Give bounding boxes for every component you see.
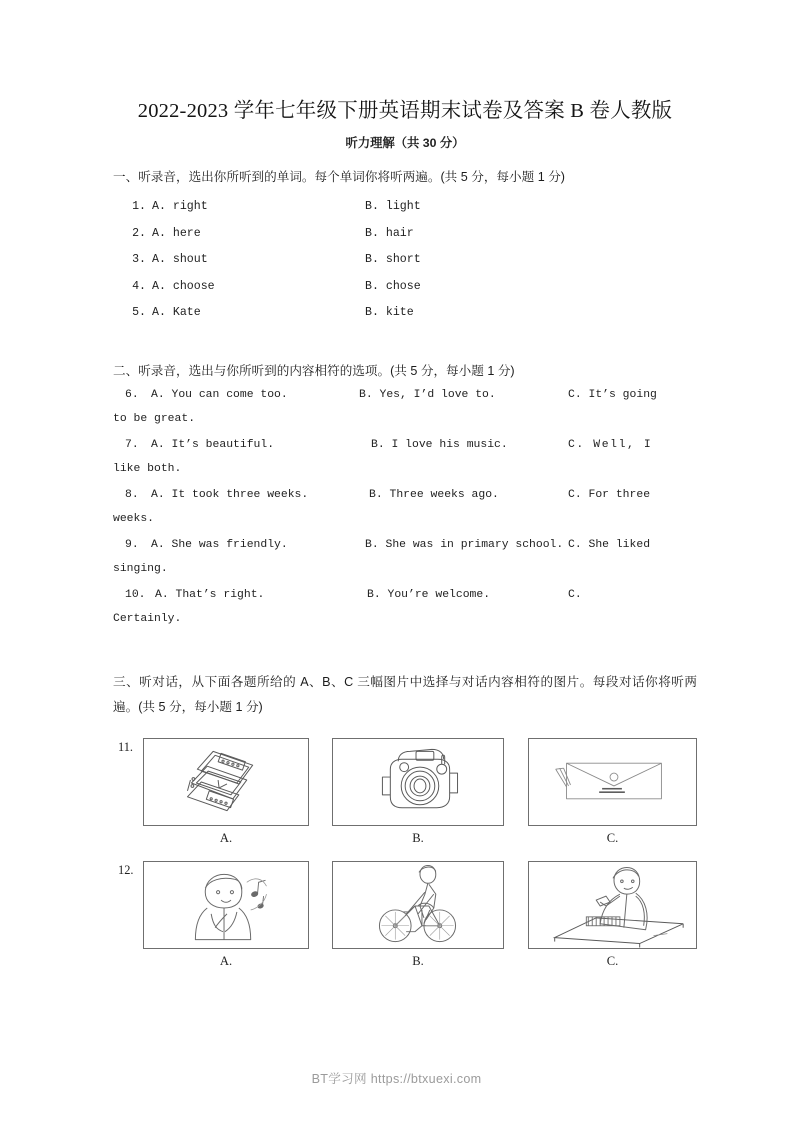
picture-question-block bbox=[113, 736, 697, 982]
page-title: 2022-2023 学年七年级下册英语期末试卷及答案 B 卷人教版 bbox=[137, 100, 673, 122]
option-a[interactable]: A. here bbox=[152, 226, 201, 240]
question-number: 6. bbox=[125, 388, 139, 401]
option-a[interactable]: A. She was friendly. bbox=[151, 538, 288, 551]
picture-frame bbox=[528, 738, 697, 826]
option-b[interactable]: B. light bbox=[365, 200, 421, 213]
word-question-row bbox=[113, 276, 697, 303]
option-b[interactable]: B. Three weeks ago. bbox=[369, 488, 499, 501]
picture-frame bbox=[332, 738, 504, 826]
question-number: 12. bbox=[118, 862, 134, 877]
option-a[interactable]: A. That’s right. bbox=[155, 588, 265, 601]
option-caption: C. bbox=[606, 953, 619, 968]
option-a[interactable]: A. It’s beautiful. bbox=[151, 438, 275, 451]
picture-option-a[interactable] bbox=[143, 861, 309, 969]
option-b[interactable]: B. chose bbox=[365, 279, 421, 293]
picture-frame bbox=[528, 861, 697, 949]
picture-frame bbox=[143, 861, 309, 949]
sentence-question-row bbox=[113, 386, 697, 436]
option-c-continuation: singing. bbox=[113, 562, 168, 575]
footer-watermark: BT学习网 https://btxuexi.com bbox=[311, 1072, 482, 1086]
word-question-row bbox=[113, 302, 697, 329]
option-caption: A. bbox=[219, 953, 233, 968]
option-c[interactable]: C. Well, I bbox=[568, 438, 653, 451]
option-a[interactable]: A. right bbox=[152, 200, 208, 213]
picture-frame bbox=[332, 861, 504, 949]
question-number: 10. bbox=[125, 588, 146, 601]
page-subtitle: 听力理解（共 30 分） bbox=[345, 136, 465, 150]
option-caption: B. bbox=[412, 953, 424, 968]
sentence-question-row bbox=[113, 586, 697, 636]
option-a[interactable]: A. shout bbox=[152, 253, 208, 266]
question-number: 3. bbox=[132, 253, 146, 266]
option-caption: A. bbox=[219, 830, 233, 845]
question-number: 2. bbox=[132, 226, 146, 240]
question-number: 4. bbox=[132, 279, 146, 293]
option-a[interactable]: A. Kate bbox=[152, 306, 201, 319]
sentence-question-row bbox=[113, 536, 697, 586]
picture-question-row bbox=[113, 736, 697, 859]
page-content bbox=[113, 96, 697, 982]
option-b[interactable]: B. Yes, I’d love to. bbox=[359, 388, 496, 401]
option-c-continuation: to be great. bbox=[113, 412, 196, 425]
option-b[interactable]: B. kite bbox=[365, 306, 414, 319]
picture-option-b[interactable] bbox=[332, 861, 504, 969]
option-c-continuation: Certainly. bbox=[113, 612, 182, 625]
option-b[interactable]: B. short bbox=[365, 253, 421, 266]
wallet-icon bbox=[529, 739, 696, 825]
option-c[interactable]: C. It’s going bbox=[568, 388, 657, 401]
section-two-sentence-list bbox=[113, 386, 697, 636]
picture-frame bbox=[143, 738, 309, 826]
picture-option-a[interactable] bbox=[143, 738, 309, 846]
section-one-word-list bbox=[113, 196, 697, 329]
word-question-row bbox=[113, 196, 697, 223]
camera-icon bbox=[333, 739, 503, 825]
question-number: 5. bbox=[132, 306, 146, 319]
option-caption: B. bbox=[412, 830, 424, 845]
section-one-heading: 一、听录音，选出你所听到的单词。每个单词你将听两遍。(共 5 分，每小题 1 分) bbox=[113, 170, 565, 184]
word-question-row bbox=[113, 249, 697, 276]
table-tennis-player-icon bbox=[529, 862, 696, 948]
word-question-row bbox=[113, 223, 697, 250]
question-number: 8. bbox=[125, 488, 139, 501]
singing-person-icon bbox=[144, 862, 308, 948]
option-a[interactable]: A. It took three weeks. bbox=[151, 488, 309, 501]
option-b[interactable]: B. hair bbox=[365, 226, 414, 240]
option-c[interactable]: C. bbox=[568, 588, 582, 601]
question-number: 9. bbox=[125, 538, 139, 551]
sentence-question-row bbox=[113, 486, 697, 536]
option-c[interactable]: C. For three bbox=[568, 488, 651, 501]
picture-option-b[interactable] bbox=[332, 738, 504, 846]
section-three-heading: 三、听对话，从下面各题所给的 A、B、C 三幅图片中选择与对话内容相符的图片。每段对话你将听两遍。(共 5 分，每小题 1 分) bbox=[113, 674, 697, 714]
option-caption: C. bbox=[606, 830, 619, 845]
question-number: 1. bbox=[132, 200, 146, 213]
wristwatch-icon bbox=[144, 739, 308, 825]
section-two-heading: 二、听录音，选出与你所听到的内容相符的选项。(共 5 分，每小题 1 分) bbox=[113, 363, 515, 378]
picture-option-c[interactable] bbox=[528, 861, 697, 969]
option-c-continuation: like both. bbox=[113, 462, 182, 475]
option-b[interactable]: B. She was in primary school. bbox=[365, 538, 564, 551]
option-b[interactable]: B. You’re welcome. bbox=[367, 588, 491, 601]
question-number: 7. bbox=[125, 438, 139, 451]
picture-option-c[interactable] bbox=[528, 738, 697, 846]
picture-question-row bbox=[113, 859, 697, 982]
option-c-continuation: weeks. bbox=[113, 512, 155, 525]
option-a[interactable]: A. You can come too. bbox=[151, 388, 288, 401]
option-c[interactable]: C. She liked bbox=[568, 538, 651, 551]
question-number: 11. bbox=[118, 739, 134, 754]
sentence-question-row bbox=[113, 436, 697, 486]
cyclist-icon bbox=[333, 862, 503, 948]
option-a[interactable]: A. choose bbox=[152, 279, 215, 293]
option-b[interactable]: B. I love his music. bbox=[371, 438, 508, 451]
